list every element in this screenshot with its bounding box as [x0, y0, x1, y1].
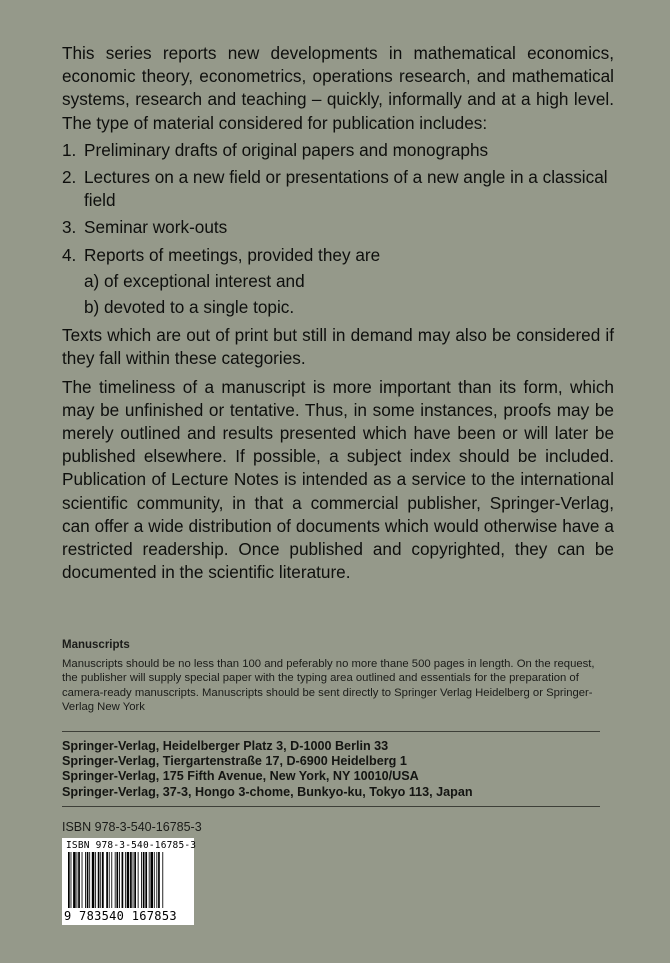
barcode-bar	[87, 852, 89, 908]
barcode-bar	[77, 852, 78, 908]
series-description	[62, 42, 614, 584]
address-line: Springer-Verlag, Heidelberger Platz 3, D-1000 Berlin 33	[62, 739, 389, 753]
barcode-bar	[102, 852, 104, 908]
barcode-bar	[138, 852, 139, 908]
sublist-letter: b)	[84, 297, 100, 318]
publisher-addresses	[62, 739, 473, 800]
barcode-bar	[106, 852, 108, 908]
list-item	[62, 244, 614, 267]
barcode-bar	[115, 852, 116, 908]
list-text: Preliminary drafts of original papers and monographs	[84, 139, 489, 160]
barcode-bar	[130, 852, 132, 908]
list-number: 2.	[62, 167, 77, 188]
barcode-bar	[68, 852, 70, 908]
barcode-bar	[141, 852, 142, 908]
barcode-bar	[92, 852, 95, 908]
manuscripts-heading: Manuscripts	[62, 639, 130, 651]
barcode-bar	[156, 852, 157, 908]
sublist-text: devoted to a single topic.	[104, 297, 295, 318]
barcode-isbn-text: ISBN 978-3-540-16785-3	[66, 840, 197, 851]
barcode	[62, 838, 197, 925]
list-text: Seminar work-outs	[84, 217, 228, 238]
barcode-bar	[98, 852, 100, 908]
manuscripts-body: Manuscripts should be no less than 100 and peferably no more thane 500 pages in length. On the request, the publisher will supply special paper with the typing area outlined and essentials for the preparation of camera-ready manuscripts. Manuscripts should be sent directly to Springer Verlag Heidelberg or Springer-Verlag New York	[62, 658, 595, 714]
barcode-bar	[145, 852, 147, 908]
barcode-bar	[158, 852, 160, 908]
list-text: Lectures on a new field or presentations of a new angle in a classical field	[84, 167, 608, 211]
address-line: Springer-Verlag, 37-3, Hongo 3-chome, Bunkyo-ku, Tokyo 113, Japan	[62, 784, 473, 799]
barcode-bar	[134, 852, 136, 908]
barcode-bar	[89, 852, 90, 908]
list-item	[62, 166, 614, 212]
list-number: 1.	[62, 139, 77, 160]
out-of-print-paragraph: Texts which are out of print but still in demand may also be considered if they fall within these categories.	[62, 325, 614, 369]
list-item	[62, 216, 614, 239]
barcode-bar	[116, 852, 118, 908]
barcode-bar	[143, 852, 145, 908]
barcode-bar	[125, 852, 126, 908]
barcode-bar	[100, 852, 101, 908]
barcode-bar	[95, 852, 96, 908]
barcode-bar	[82, 852, 83, 908]
isbn-label: ISBN 978-3-540-16785-3	[62, 820, 202, 834]
barcode-bar	[122, 852, 124, 908]
barcode-bar	[85, 852, 86, 908]
address-line: Springer-Verlag, 175 Fifth Avenue, New York, NY 10010/USA	[62, 769, 419, 784]
sublist-item	[62, 270, 614, 293]
list-number: 4.	[62, 244, 77, 265]
barcode-bar	[133, 852, 134, 908]
timeliness-paragraph: The timeliness of a manuscript is more important than its form, which may be unfinished or tentative. Thus, in some instances, proofs may be merely outlined and results presented which have been or will later be published elsewhere. If possible, a subject index should be included. Publication of Lecture Notes is intended as a service to the international scientific community, in that a commercial publisher, Springer-Verlag, can offer a wide distribution of documents which would otherwise have a restricted readership. Once published and copyrighted, they can be documented in the scientific literature.	[62, 376, 614, 583]
list-text: Reports of meetings, provided they are	[84, 244, 381, 265]
barcode-bar	[162, 852, 163, 908]
barcode-bar	[119, 852, 120, 908]
barcode-bar	[73, 852, 76, 908]
sublist-letter: a)	[84, 270, 100, 291]
list-number: 3.	[62, 217, 77, 238]
barcode-bar	[111, 852, 112, 908]
divider-bottom	[62, 806, 600, 807]
barcode-bar	[149, 852, 150, 908]
barcode-bar	[127, 852, 130, 908]
barcode-bar	[154, 852, 155, 908]
sublist-text: of exceptional interest and	[104, 270, 305, 291]
barcode-digits: 9 783540 167853	[64, 909, 177, 923]
barcode-bars	[68, 852, 189, 908]
divider-top	[62, 731, 600, 732]
address-line: Springer-Verlag, Tiergartenstraße 17, D-6900 Heidelberg 1	[62, 754, 407, 769]
barcode-bar	[109, 852, 110, 908]
barcode-bar	[78, 852, 80, 908]
barcode-bar	[71, 852, 72, 908]
intro-paragraph: This series reports new developments in mathematical economics, economic theory, econometrics, operations research, and mathematical systems, research and teaching – quickly, informally and at a high level. The type of material considered for publication includes:	[62, 43, 614, 133]
list-item	[62, 139, 614, 162]
barcode-bar	[150, 852, 153, 908]
sublist-item	[62, 296, 614, 319]
